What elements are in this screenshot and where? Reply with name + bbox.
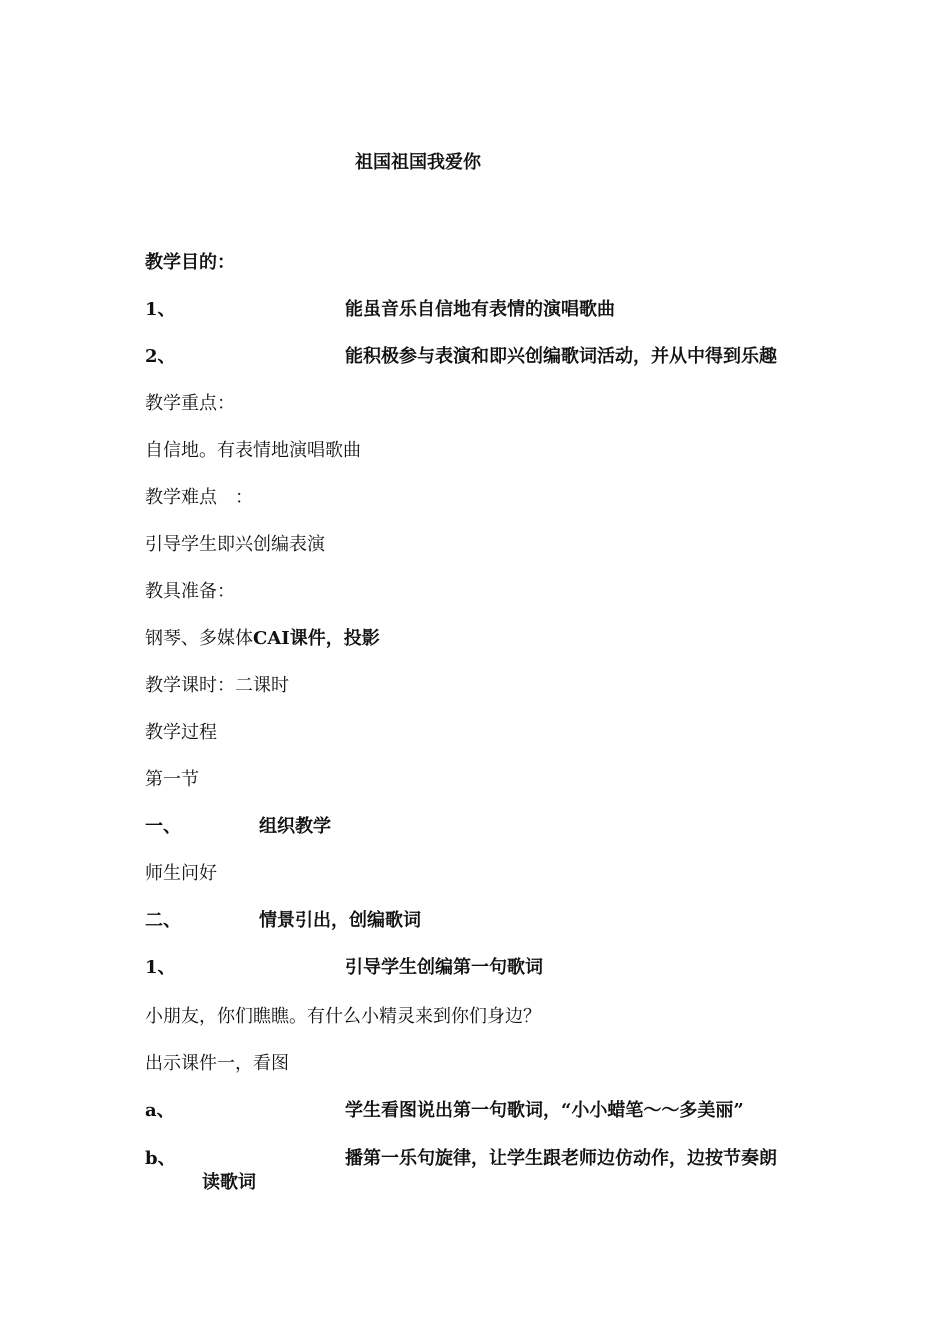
difficulty-heading: 教学难点 ：: [145, 487, 253, 508]
step-1-text: 引导学生创编第一句歌词: [345, 957, 543, 978]
part-2-text: 情景引出，创编歌词: [259, 910, 421, 931]
process-heading: 教学过程: [145, 722, 217, 743]
part-1-text: 组织教学: [259, 816, 331, 837]
tools-heading: 教具准备：: [145, 581, 235, 602]
part-1-number: 一、: [145, 816, 181, 837]
tools-text: [145, 628, 380, 650]
sub-b-number: b、: [145, 1148, 176, 1169]
objectives-heading: 教学目的：: [145, 252, 235, 273]
objective-2-text: 能积极参与表演和即兴创编歌词活动，并从中得到乐趣: [345, 346, 777, 367]
tools-text-plain: 钢琴、多媒体: [145, 628, 253, 649]
objective-1-text: 能虽音乐自信地有表情的演唱歌曲: [345, 299, 615, 320]
class-hours: 教学课时：二课时: [145, 675, 289, 696]
part-2-number: 二、: [145, 910, 181, 931]
key-point-text: 自信地。有表情地演唱歌曲: [145, 440, 361, 461]
question-text: 小朋友，你们瞧瞧。有什么小精灵来到你们身边？: [145, 1006, 541, 1027]
objective-1-number: 1、: [145, 299, 176, 320]
sub-b-text-line1: 播第一乐句旋律，让学生跟老师边仿动作，边按节奏朗: [345, 1148, 777, 1169]
key-point-heading: 教学重点：: [145, 393, 235, 414]
section-heading: 第一节: [145, 769, 199, 790]
tools-text-bold: CAI课件，投影: [253, 628, 380, 649]
greeting-text: 师生问好: [145, 863, 217, 884]
show-courseware-text: 出示课件一，看图: [145, 1053, 289, 1074]
document-title: 祖国祖国我爱你: [355, 152, 481, 173]
sub-b-text-line2: 读歌词: [202, 1172, 256, 1193]
sub-a-text: 学生看图说出第一句歌词，“小小蜡笔～～多美丽”: [345, 1100, 744, 1121]
step-1-number: 1、: [145, 957, 176, 978]
difficulty-text: 引导学生即兴创编表演: [145, 534, 325, 555]
sub-a-number: a、: [145, 1100, 175, 1121]
objective-2-number: 2、: [145, 346, 176, 367]
